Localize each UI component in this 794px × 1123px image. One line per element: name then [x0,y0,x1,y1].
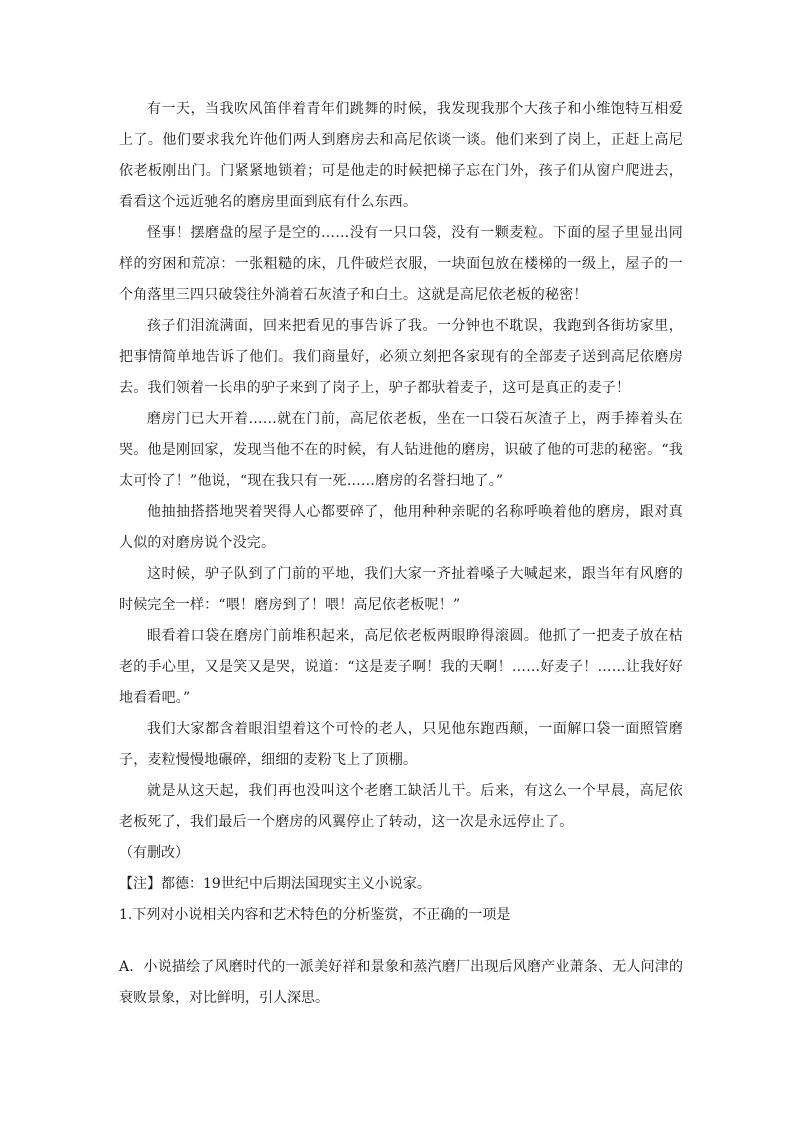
story-paragraph-7: 眼看着口袋在磨房门前堆积起来，高尼依老板两眼睁得滚圆。他抓了一把麦子放在枯老的手心里，又是笑又是哭，说道：“这是麦子啊！我的天啊！……好麦子！……让我好好地看看吧。” [119,628,683,706]
document-body [119,94,683,1014]
story-paragraph-4: 磨房门已大开着……就在门前，高尼依老板，坐在一口袋石灰渣子上，两手捧着头在哭。他是刚回家，发现当他不在的时候，有人钻进他的磨房，识破了他的可悲的秘密。“我太可怜了！”他说，“现在我只有一死……磨房的名誉扫地了。” [119,411,683,489]
story-paragraph-2: 怪事！摆磨盘的屋子是空的……没有一只口袋，没有一颗麦粒。下面的屋子里显出同样的穷困和荒凉：一张粗糙的床，几件破烂衣服，一块面包放在楼梯的一级上，屋子的一个角落里三四只破袋往外淌着石灰渣子和白土。这就是高尼依老板的秘密！ [119,225,683,303]
story-paragraph-5: 他抽抽搭搭地哭着哭得人心都要碎了，他用种种亲昵的名称呼唤着他的磨房，跟对真人似的对磨房说个没完。 [119,504,683,551]
story-paragraph-1: 有一天，当我吹风笛伴着青年们跳舞的时候，我发现我那个大孩子和小维饱特互相爱上了。他们要求我允许他们两人到磨房去和高尼依谈一谈。他们来到了岗上，正赶上高尼依老板刚出门。门紧紧地锁着；可是他走的时候把梯子忘在门外，孩子们从窗户爬进去，看看这个远近驰名的磨房里面到底有什么东西。 [119,101,683,210]
story-paragraph-3: 孩子们泪流满面，回来把看见的事告诉了我。一分钟也不耽误，我跑到各街坊家里，把事情简单地告诉了他们。我们商量好，必须立刻把各家现有的全部麦子送到高尼依磨房去。我们领着一长串的驴子来到了岗子上，驴子都驮着麦子，这可是真正的麦子！ [119,318,683,396]
source-note: （有删改） [119,845,189,861]
question-stem: 1.下列对小说相关内容和艺术特色的分析鉴赏，不正确的一项是 [119,907,511,923]
story-paragraph-9: 就是从这天起，我们再也没叫这个老磨工缺活儿干。后来，有这么一个早晨，高尼依老板死了，我们最后一个磨房的风翼停止了转动，这一次是永远停止了。 [119,783,683,830]
question-option-a: A．小说描绘了风磨时代的一派美好祥和景象和蒸汽磨厂出现后风磨产业萧条、无人问津的衰败景象，对比鲜明，引人深思。 [119,959,683,1006]
story-paragraph-6: 这时候，驴子队到了门前的平地，我们大家一齐扯着嗓子大喊起来，跟当年有风磨的时候完全一样：“喂！磨房到了！喂！高尼依老板呢！” [119,566,683,613]
story-paragraph-8: 我们大家都含着眼泪望着这个可怜的老人，只见他东跑西颠，一面解口袋一面照管磨子，麦粒慢慢地碾碎，细细的麦粉飞上了顶棚。 [119,721,683,768]
author-annotation: 【注】都德：19世纪中后期法国现实主义小说家。 [119,876,431,892]
